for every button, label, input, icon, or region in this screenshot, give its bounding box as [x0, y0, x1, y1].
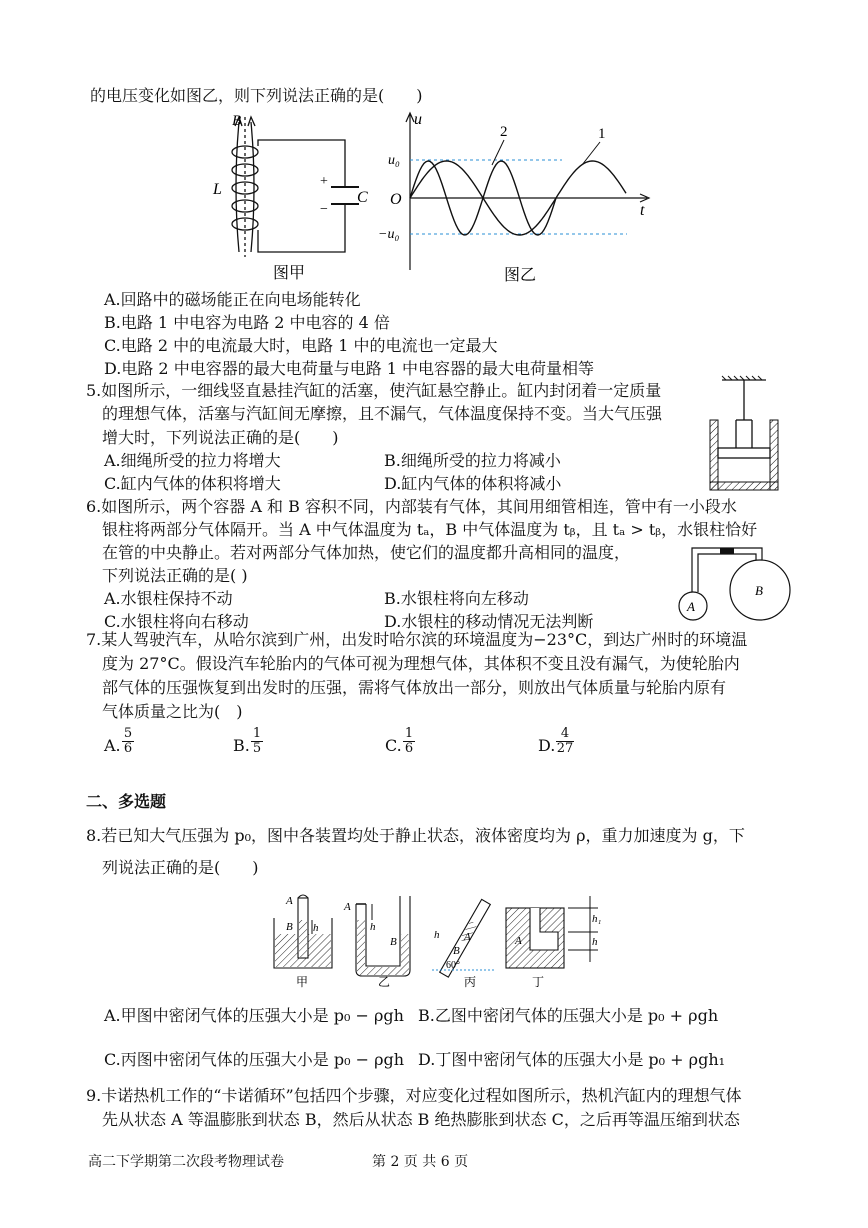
q7-option-c-fraction — [403, 727, 415, 756]
ding-h1: h₁ — [592, 913, 602, 925]
numerator: 4 — [560, 726, 570, 741]
caption-ding: 丁 — [532, 975, 545, 989]
caption-yi-8: 乙 — [378, 975, 391, 989]
q6-option-d: D.水银柱的移动情况无法判断 — [384, 612, 594, 631]
q6-option-b: B.水银柱将向左移动 — [384, 589, 529, 608]
figure-q6-containers — [676, 540, 791, 622]
jia-a: A — [286, 895, 293, 907]
figure-q5-cylinder — [704, 376, 784, 494]
label-b: B — [232, 113, 242, 129]
denominator: 6 — [123, 741, 133, 756]
q5-option-b: B.细绳所受的拉力将减小 — [384, 451, 561, 470]
footer-page-number: 第 2 页 共 6 页 — [372, 1154, 469, 1170]
figure-q8-devices — [268, 890, 608, 990]
caption-bing: 丙 — [464, 975, 477, 989]
label-c: C — [357, 189, 368, 206]
q4-option-b: B.电路 1 中电容为电路 2 中电容的 4 倍 — [104, 313, 390, 332]
q6-line-2: 银柱将两部分气体隔开。当 A 中气体温度为 tₐ，B 中气体温度为 tᵦ，且 tₐ > tᵦ，水银柱恰好 — [102, 520, 758, 539]
label-neg-u0: −u₀ — [378, 227, 400, 242]
caption-jia-8: 甲 — [296, 975, 309, 989]
q5-option-d: D.缸内气体的体积将减小 — [384, 474, 562, 493]
q5-option-a: A.细绳所受的拉力将增大 — [104, 451, 281, 470]
label-l: L — [213, 181, 222, 198]
q7-option-a-label: A. — [104, 736, 121, 755]
denominator: 27 — [556, 741, 574, 756]
q9-line-2: 先从状态 A 等温膨胀到状态 B，然后从状态 B 绝热膨胀到状态 C，之后再等温压缩到状态 — [102, 1110, 740, 1129]
jia-b: B — [286, 921, 293, 933]
q5-line-3: 增大时，下列说法正确的是( ) — [102, 428, 339, 447]
bing-b: B — [453, 945, 460, 957]
q8-option-c: C.丙图中密闭气体的压强大小是 p₀ − ρgh — [104, 1050, 405, 1069]
q4-option-a: A.回路中的磁场能正在向电场能转化 — [104, 290, 361, 309]
curve-label-2: 2 — [500, 124, 508, 140]
denominator: 5 — [252, 741, 262, 756]
label-minus: − — [320, 202, 328, 217]
yi-a: A — [344, 901, 351, 913]
q8-line-1: 8.若已知大气压强为 p₀，图中各装置均处于静止状态，液体密度均为 ρ，重力加速度为 g，下 — [86, 826, 745, 845]
question-stem-continuation: 的电压变化如图乙，则下列说法正确的是( ) — [90, 86, 423, 105]
q7-option-a-fraction — [122, 727, 134, 756]
q8-option-d: D.丁图中密闭气体的压强大小是 p₀ + ρgh₁ — [418, 1050, 726, 1069]
yi-b: B — [390, 936, 397, 948]
q8-option-b: B.乙图中密闭气体的压强大小是 p₀ + ρgh — [418, 1006, 719, 1025]
figure-jia-lc-circuit — [205, 112, 375, 287]
curve-label-1: 1 — [598, 126, 606, 142]
q7-option-d-fraction — [556, 727, 574, 756]
q5-line-1: 5.如图所示，一细线竖直悬挂汽缸的活塞，使汽缸悬空静止。缸内封闭着一定质量 — [86, 381, 662, 400]
axis-u: u — [414, 111, 422, 128]
q8-line-2: 列说法正确的是( ) — [102, 858, 259, 877]
q6-option-c: C.水银柱将向右移动 — [104, 612, 249, 631]
footer-exam-title: 高二下学期第二次段考物理试卷 — [88, 1154, 284, 1170]
bing-angle: 60° — [446, 960, 460, 971]
q8-option-a: A.甲图中密闭气体的压强大小是 p₀ − ρgh — [104, 1006, 404, 1025]
q7-line-3: 部气体的压强恢复到出发时的压强，需将气体放出一部分，则放出气体质量与轮胎内原有 — [102, 678, 727, 697]
denominator: 6 — [404, 741, 414, 756]
origin-o: O — [390, 191, 402, 208]
caption-jia: 图甲 — [273, 265, 306, 282]
figure-yi-ut-graph — [372, 110, 662, 285]
ding-h: h — [592, 936, 598, 948]
q6-line-4: 下列说法正确的是( ) — [102, 566, 248, 585]
q5-option-c: C.缸内气体的体积将增大 — [104, 474, 281, 493]
yi-h: h — [370, 921, 376, 933]
q7-line-4: 气体质量之比为( ) — [102, 702, 243, 721]
container-b-label: B — [755, 583, 763, 598]
q6-line-1: 6.如图所示，两个容器 A 和 B 容积不同，内部装有气体，其间用细管相连，管中有一小段水 — [86, 497, 737, 516]
q7-option-c-label: C. — [385, 736, 402, 755]
caption-yi: 图乙 — [504, 267, 537, 284]
bing-h: h — [434, 929, 440, 941]
numerator: 5 — [123, 726, 133, 741]
container-a-label: A — [687, 599, 695, 614]
q9-line-1: 9.卡诺热机工作的“卡诺循环”包括四个步骤，对应变化过程如图所示，热机汽缸内的理想气体 — [86, 1086, 742, 1105]
q7-option-b-label: B. — [233, 736, 250, 755]
bing-a: A — [464, 931, 471, 943]
q7-line-2: 度为 27°C。假设汽车轮胎内的气体可视为理想气体，其体积不变且没有漏气，为使轮胎内 — [102, 654, 740, 673]
label-u0: u₀ — [388, 153, 400, 168]
q4-option-c: C.电路 2 中的电流最大时，电路 1 中的电流也一定最大 — [104, 336, 498, 355]
q7-option-b-fraction — [251, 727, 263, 756]
numerator: 1 — [404, 726, 414, 741]
q7-line-1: 7.某人驾驶汽车，从哈尔滨到广州，出发时哈尔滨的环境温度为−23°C，到达广州时的环境温 — [86, 630, 748, 649]
section-heading-multiple-choice: 二、多选题 — [86, 792, 167, 811]
q6-option-a: A.水银柱保持不动 — [104, 589, 233, 608]
label-plus: + — [320, 174, 328, 189]
numerator: 1 — [252, 726, 262, 741]
q5-line-2: 的理想气体，活塞与汽缸间无摩擦，且不漏气，气体温度保持不变。当大气压强 — [102, 404, 663, 423]
jia-h: h — [313, 922, 319, 934]
q6-line-3: 在管的中央静止。若对两部分气体加热，使它们的温度都升高相同的温度， — [102, 543, 631, 562]
q4-option-d: D.电路 2 中电容器的最大电荷量与电路 1 中电容器的最大电荷量相等 — [104, 359, 595, 378]
q7-option-d-label: D. — [538, 736, 556, 755]
ding-a: A — [515, 935, 522, 947]
axis-t: t — [640, 202, 645, 219]
